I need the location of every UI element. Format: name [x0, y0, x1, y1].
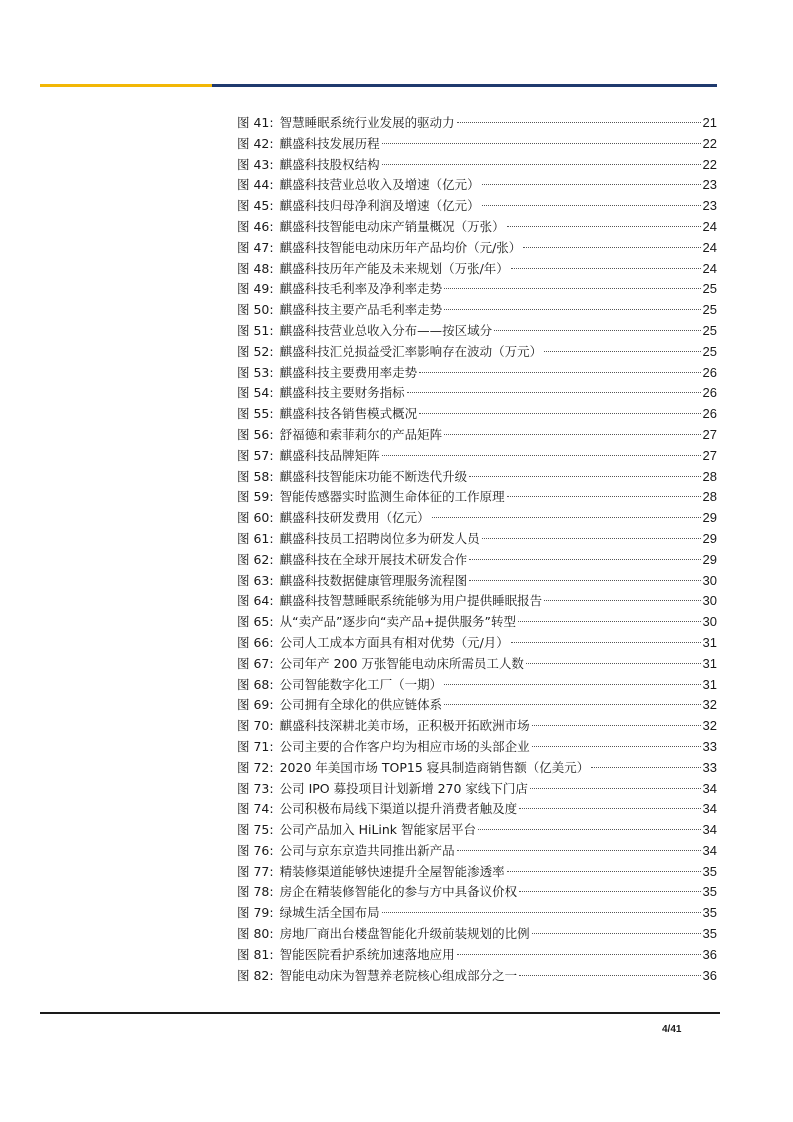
toc-figure-number: 图 65: [237, 614, 274, 630]
toc-figure-number: 图 61: [237, 530, 274, 546]
toc-page-number: 21 [702, 115, 717, 130]
toc-entry[interactable] [237, 508, 717, 529]
toc-dot-leader [494, 330, 700, 331]
toc-dot-leader [544, 351, 700, 352]
toc-figure-number: 图 69: [237, 697, 274, 713]
toc-page-number: 22 [702, 135, 717, 151]
toc-figure-title: 麒盛科技智能电动床历年产品均价（元/张） [279, 239, 522, 255]
toc-figure-number: 图 52: [237, 343, 274, 359]
toc-figure-title: 麒盛科技汇兑损益受汇率影响存在波动（万元） [279, 343, 543, 359]
toc-page-number: 35 [702, 884, 717, 900]
toc-entry[interactable] [237, 259, 717, 280]
toc-dot-leader [519, 808, 700, 809]
toc-dot-leader [507, 871, 701, 872]
toc-figure-number: 图 46: [237, 218, 274, 234]
toc-figure-title: 公司人工成本方面具有相对优势（元/月） [279, 634, 509, 650]
toc-entry[interactable] [237, 716, 717, 737]
toc-figure-title: 麒盛科技主要财务指标 [279, 385, 405, 401]
toc-figure-number: 图 71: [237, 738, 274, 754]
toc-figure-number: 图 60: [237, 510, 274, 526]
toc-figure-title: 公司与京东京造共同推出新产品 [279, 842, 455, 858]
toc-figure-number: 图 77: [237, 863, 274, 879]
toc-dot-leader [444, 309, 700, 310]
toc-figure-title: 麒盛科技归母净利润及增速（亿元） [279, 198, 480, 214]
toc-dot-leader [532, 933, 701, 934]
toc-entry[interactable] [237, 321, 717, 342]
toc-entry[interactable] [237, 425, 717, 446]
toc-dot-leader [457, 122, 701, 123]
toc-dot-leader [444, 288, 700, 289]
toc-page-number: 27 [702, 447, 717, 463]
toc-dot-leader [482, 205, 701, 206]
toc-figure-title: 麒盛科技智慧睡眠系统能够为用户提供睡眠报告 [279, 593, 543, 609]
toc-figure-number: 图 64: [237, 593, 274, 609]
toc-figure-title: 麒盛科技主要产品毛利率走势 [279, 302, 443, 318]
toc-entry[interactable] [237, 279, 717, 300]
toc-figure-number: 图 79: [237, 905, 274, 921]
toc-entry[interactable] [237, 404, 717, 425]
toc-dot-leader [519, 891, 700, 892]
toc-figure-title: 智能传感器实时监测生命体征的工作原理 [279, 489, 505, 505]
toc-figure-number: 图 51: [237, 322, 274, 338]
toc-figure-title: 麒盛科技智能床功能不断迭代升级 [279, 468, 468, 484]
toc-figure-number: 图 68: [237, 676, 274, 692]
toc-dot-leader [507, 496, 701, 497]
toc-figure-number: 图 75: [237, 822, 274, 838]
table-of-figures [237, 113, 717, 986]
toc-figure-number: 图 70: [237, 718, 274, 734]
toc-dot-leader [382, 455, 701, 456]
toc-page-number: 35 [702, 905, 717, 921]
toc-figure-number: 图 56: [237, 426, 274, 442]
toc-figure-number: 图 78: [237, 884, 274, 900]
toc-dot-leader [532, 725, 701, 726]
toc-dot-leader [511, 642, 701, 643]
toc-figure-title: 麒盛科技主要费用率走势 [279, 364, 418, 380]
toc-figure-title: 绿城生活全国布局 [279, 905, 380, 921]
toc-entry[interactable] [237, 945, 717, 966]
toc-page-number: 32 [702, 697, 717, 713]
toc-entry[interactable] [237, 383, 717, 404]
toc-dot-leader [478, 829, 701, 830]
toc-page-number: 23 [702, 177, 717, 193]
toc-dot-leader [407, 392, 701, 393]
toc-figure-number: 图 48: [237, 260, 274, 276]
toc-figure-number: 图 47: [237, 239, 274, 255]
toc-page-number: 26 [702, 385, 717, 401]
toc-figure-number: 图 50: [237, 302, 274, 318]
toc-entry[interactable] [237, 571, 717, 592]
toc-page-number: 34 [702, 822, 717, 838]
toc-page-number: 23 [702, 198, 717, 214]
toc-dot-leader [519, 975, 700, 976]
toc-dot-leader [382, 164, 701, 165]
toc-dot-leader [511, 268, 701, 269]
toc-figure-number: 图 57: [237, 447, 274, 463]
toc-page-number: 24 [702, 260, 717, 276]
toc-figure-title: 公司智能数字化工厂（一期） [279, 676, 443, 692]
toc-page-number: 28 [702, 468, 717, 484]
toc-entry[interactable] [237, 799, 717, 820]
toc-figure-number: 图 42: [237, 135, 274, 151]
toc-figure-title: 2020 年美国市场 TOP15 寝具制造商销售额（亿美元） [279, 759, 590, 775]
toc-figure-number: 图 49: [237, 281, 274, 297]
toc-dot-leader [482, 538, 701, 539]
toc-page-number: 35 [702, 926, 717, 942]
toc-figure-title: 麒盛科技在全球开展技术研发合作 [279, 551, 468, 567]
toc-page-number: 25 [702, 343, 717, 359]
toc-entry[interactable] [237, 175, 717, 196]
toc-figure-title: 麒盛科技研发费用（亿元） [279, 510, 430, 526]
toc-figure-title: 房企在精装修智能化的参与方中具备议价权 [279, 884, 518, 900]
toc-page-number: 26 [702, 406, 717, 422]
toc-dot-leader [444, 704, 700, 705]
toc-entry[interactable] [237, 446, 717, 467]
toc-page-number: 29 [702, 551, 717, 567]
toc-figure-title: 公司年产 200 万张智能电动床所需员工人数 [279, 655, 524, 671]
toc-figure-title: 麒盛科技毛利率及净利率走势 [279, 281, 443, 297]
toc-figure-title: 麒盛科技历年产能及未来规划（万张/年） [279, 260, 509, 276]
toc-figure-number: 图 66: [237, 634, 274, 650]
toc-page-number: 28 [702, 489, 717, 505]
toc-figure-number: 图 67: [237, 655, 274, 671]
toc-page-number: 27 [702, 426, 717, 442]
toc-figure-title: 麒盛科技智能电动床产销量概况（万张） [279, 218, 505, 234]
toc-dot-leader [591, 767, 700, 768]
toc-page-number: 25 [702, 281, 717, 297]
toc-page-number: 29 [702, 530, 717, 546]
header-rule-navy [212, 84, 717, 87]
toc-dot-leader [382, 912, 701, 913]
toc-entry[interactable] [237, 529, 717, 550]
toc-dot-leader [507, 226, 701, 227]
toc-entry[interactable] [237, 550, 717, 571]
toc-entry[interactable] [237, 134, 717, 155]
toc-figure-number: 图 76: [237, 842, 274, 858]
toc-figure-title: 房地厂商出台楼盘智能化升级前装规划的比例 [279, 926, 530, 942]
toc-entry[interactable] [237, 155, 717, 176]
toc-page-number: 30 [702, 572, 717, 588]
toc-figure-number: 图 73: [237, 780, 274, 796]
toc-dot-leader [419, 413, 700, 414]
toc-page-number: 36 [702, 967, 717, 983]
toc-entry[interactable] [237, 903, 717, 924]
toc-page-number: 25 [702, 322, 717, 338]
toc-page-number: 32 [702, 718, 717, 734]
toc-dot-leader [469, 559, 700, 560]
toc-entry[interactable] [237, 695, 717, 716]
toc-figure-number: 图 45: [237, 198, 274, 214]
toc-figure-number: 图 43: [237, 156, 274, 172]
toc-entry[interactable] [237, 612, 717, 633]
toc-entry[interactable] [237, 820, 717, 841]
toc-figure-number: 图 82: [237, 967, 274, 983]
toc-figure-title: 麒盛科技深耕北美市场，正积极开拓欧洲市场 [279, 718, 530, 734]
toc-entry[interactable] [237, 737, 717, 758]
toc-figure-title: 麒盛科技各销售模式概况 [279, 406, 418, 422]
toc-entry[interactable] [237, 467, 717, 488]
toc-page-number: 34 [702, 842, 717, 858]
toc-dot-leader [457, 954, 701, 955]
page-number: 4/41 [662, 1024, 682, 1035]
toc-page-number: 25 [702, 302, 717, 318]
toc-page-number: 36 [702, 946, 717, 962]
toc-figure-title: 麒盛科技营业总收入及增速（亿元） [279, 177, 480, 193]
toc-dot-leader [444, 434, 700, 435]
toc-figure-number: 图 74: [237, 801, 274, 817]
toc-figure-number: 图 54: [237, 385, 274, 401]
toc-figure-number: 图 62: [237, 551, 274, 567]
toc-entry[interactable] [237, 924, 717, 945]
toc-figure-title: 智慧睡眠系统行业发展的驱动力 [279, 115, 455, 130]
toc-figure-title: 舒福德和索菲莉尔的产品矩阵 [279, 426, 443, 442]
toc-figure-title: 麒盛科技品牌矩阵 [279, 447, 380, 463]
toc-figure-number: 图 55: [237, 406, 274, 422]
toc-dot-leader [518, 621, 701, 622]
toc-page-number: 24 [702, 239, 717, 255]
toc-entry[interactable] [237, 238, 717, 259]
toc-figure-number: 图 53: [237, 364, 274, 380]
toc-page-number: 33 [702, 738, 717, 754]
toc-figure-title: 精装修渠道能够快速提升全屋智能渗透率 [279, 863, 505, 879]
toc-entry[interactable] [237, 841, 717, 862]
toc-figure-title: 从“卖产品”逐步向“卖产品+提供服务”转型 [279, 614, 516, 630]
toc-dot-leader [482, 184, 701, 185]
toc-entry[interactable] [237, 779, 717, 800]
toc-figure-number: 图 81: [237, 946, 274, 962]
toc-dot-leader [432, 517, 701, 518]
toc-page-number: 24 [702, 218, 717, 234]
toc-figure-number: 图 58: [237, 468, 274, 484]
toc-page-number: 31 [702, 655, 717, 671]
toc-entry[interactable] [237, 196, 717, 217]
toc-figure-title: 公司积极布局线下渠道以提升消费者触及度 [279, 801, 518, 817]
toc-figure-number: 图 59: [237, 489, 274, 505]
toc-page-number: 29 [702, 510, 717, 526]
toc-dot-leader [523, 247, 700, 248]
toc-dot-leader [469, 580, 700, 581]
toc-figure-title: 公司主要的合作客户均为相应市场的头部企业 [279, 738, 530, 754]
toc-figure-number: 图 80: [237, 926, 274, 942]
toc-figure-number: 图 41: [237, 115, 274, 130]
toc-entry[interactable] [237, 633, 717, 654]
toc-figure-title: 智能电动床为智慧养老院核心组成部分之一 [279, 967, 518, 983]
toc-figure-title: 麒盛科技员工招聘岗位多为研发人员 [279, 530, 480, 546]
toc-entry[interactable] [237, 487, 717, 508]
toc-figure-number: 图 63: [237, 572, 274, 588]
footer-rule [40, 1012, 720, 1014]
toc-entry[interactable] [237, 363, 717, 384]
toc-entry[interactable] [237, 300, 717, 321]
toc-figure-title: 公司 IPO 募投项目计划新增 270 家线下门店 [279, 780, 528, 796]
toc-page-number: 31 [702, 676, 717, 692]
toc-dot-leader [526, 663, 701, 664]
toc-dot-leader [469, 476, 700, 477]
toc-page-number: 31 [702, 634, 717, 650]
toc-entry[interactable] [237, 654, 717, 675]
toc-dot-leader [530, 788, 701, 789]
toc-entry[interactable] [237, 882, 717, 903]
header-rule-gold [40, 84, 212, 87]
toc-page-number: 30 [702, 593, 717, 609]
toc-page-number: 34 [702, 780, 717, 796]
toc-figure-number: 图 44: [237, 177, 274, 193]
toc-figure-title: 麒盛科技数据健康管理服务流程图 [279, 572, 468, 588]
toc-page-number: 30 [702, 614, 717, 630]
toc-figure-title: 麒盛科技营业总收入分布——按区域分 [279, 322, 493, 338]
toc-figure-title: 智能医院看护系统加速落地应用 [279, 946, 455, 962]
toc-entry[interactable] [237, 862, 717, 883]
toc-dot-leader [457, 850, 701, 851]
toc-dot-leader [419, 372, 700, 373]
toc-entry[interactable] [237, 591, 717, 612]
toc-figure-title: 公司拥有全球化的供应链体系 [279, 697, 443, 713]
toc-entry[interactable] [237, 675, 717, 696]
toc-dot-leader [444, 684, 700, 685]
toc-entry[interactable] [237, 113, 717, 134]
toc-page-number: 33 [702, 759, 717, 775]
toc-page-number: 34 [702, 801, 717, 817]
toc-entry[interactable] [237, 342, 717, 363]
toc-page-number: 22 [702, 156, 717, 172]
toc-page-number: 26 [702, 364, 717, 380]
toc-entry[interactable] [237, 758, 717, 779]
toc-figure-number: 图 72: [237, 759, 274, 775]
toc-entry[interactable] [237, 966, 717, 987]
toc-dot-leader [532, 746, 701, 747]
toc-dot-leader [382, 143, 701, 144]
toc-page-number: 35 [702, 863, 717, 879]
toc-dot-leader [544, 600, 700, 601]
toc-figure-title: 麒盛科技发展历程 [279, 135, 380, 151]
toc-figure-title: 公司产品加入 HiLink 智能家居平台 [279, 822, 477, 838]
toc-figure-title: 麒盛科技股权结构 [279, 156, 380, 172]
toc-entry[interactable] [237, 217, 717, 238]
